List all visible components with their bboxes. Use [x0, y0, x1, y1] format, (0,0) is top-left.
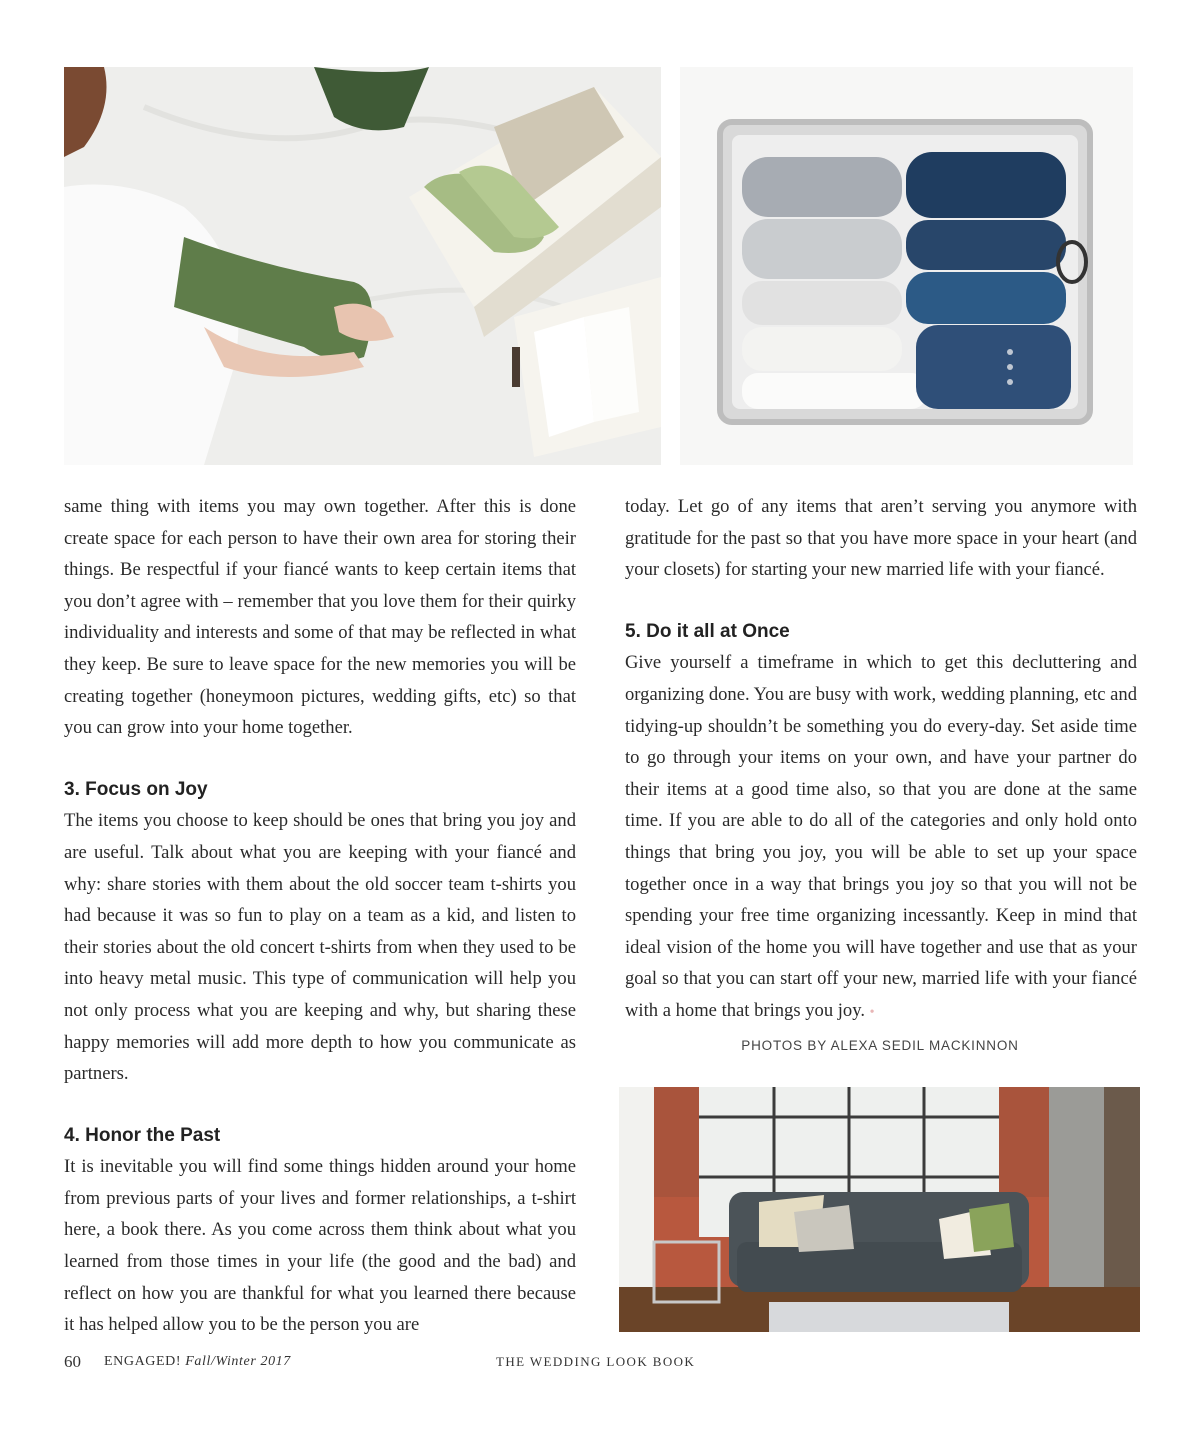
footer-bar — [64, 1352, 1136, 1372]
section-body-honor-the-past: It is inevitable you will find some things hidden around your home from previous parts of your lives and former relationships, a t-shirt here, a book there. As you come across them think about what you learned from those times in your life (the good and the bad) and reflect on how you are thankful for what you learned there because it has helped allow you to be the person you are — [64, 1156, 576, 1336]
section-heading-focus-on-joy: 3. Focus on Joy — [64, 778, 208, 800]
issue-label: Fall/Winter 2017 — [185, 1354, 291, 1369]
photo-credit: PHOTOS BY ALEXA SEDIL MACKINNON — [741, 1038, 1019, 1053]
magazine-title — [104, 1354, 291, 1370]
section-heading-do-it-all-at-once: 5. Do it all at Once — [625, 620, 790, 642]
section-body-focus-on-joy: The items you choose to keep should be ones that bring you joy and are useful. Talk about what you are keeping with your fiancé and why: share stories with them about the old soccer team t-shirts you had because it was so fun to play on a team as a kid, and listen to their stories about the old concert t-shirts from when they used to be into heavy metal music. This type of communication will help you not only process what you are keeping and why, but sharing these happy memories will add more depth to how you communicate as partners. — [64, 810, 576, 1085]
page-number: 60 — [64, 1352, 81, 1371]
section-body-do-it-all-at-once — [625, 647, 1137, 1028]
photo-clothes-basket — [680, 67, 1133, 465]
intro-paragraph-left: same thing with items you may own together. After this is done create space for each person to have their own area for storing their things. Be respectful if your fiancé wants to keep certain items that you don’t agree with – remember that you love them for their quirky individuality and interests and some of that may be reflected in what they keep. Be sure to leave space for the new memories you will be creating together (honeymoon pictures, wedding gifts, etc) so that you can grow into your home together. — [64, 496, 576, 739]
section-body-text: Give yourself a timeframe in which to get this decluttering and organizing done. You are busy with work, wedding planning, etc and tidying-up shouldn’t be something you do every-day. Set aside time to go through your items on your own, and have your partner do their items at a good time also, so that you are done at the same time. If you are able to do all of the categories and only hold onto things that bring you joy, you will be able to set up your space together once in a way that brings you joy so that you will not be spending your free time organizing incessantly. Keep in mind that ideal vision of the home you will have together and use that as your goal so that you can start off your new, married life with your fiancé with a home that brings you joy. — [625, 652, 1137, 1021]
column-right — [625, 491, 1137, 1029]
page-footer — [64, 1056, 1136, 1076]
section-title: THE WEDDING LOOK BOOK — [496, 1354, 696, 1369]
end-mark: • — [869, 1004, 875, 1020]
photo-living-room — [619, 1087, 1140, 1332]
intro-paragraph-right: today. Let go of any items that aren’t serving you anymore with gratitude for the past so that you have more space in your heart (and your closets) for starting your new married life with your fiancé. — [625, 496, 1137, 581]
photo-folding-towels — [64, 67, 661, 465]
section-heading-honor-the-past: 4. Honor the Past — [64, 1124, 221, 1146]
magazine-name: ENGAGED! — [104, 1354, 182, 1369]
column-left — [64, 491, 576, 1341]
